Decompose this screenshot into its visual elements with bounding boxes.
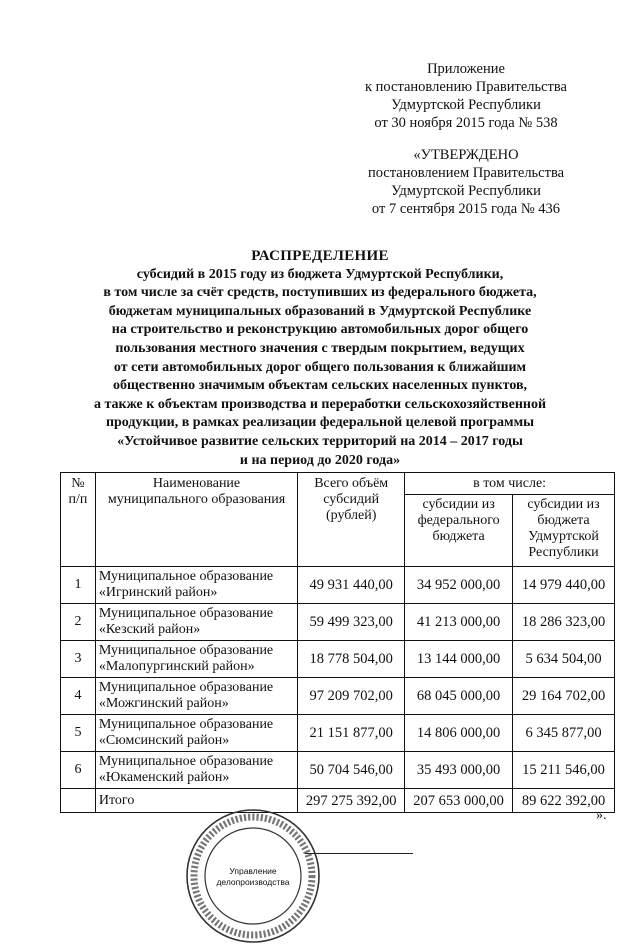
row-num: 4 bbox=[61, 678, 96, 715]
appendix-line: от 30 ноября 2015 года № 538 bbox=[374, 115, 558, 131]
row-federal: 35 493 000,00 bbox=[405, 752, 513, 789]
row-republic: 18 286 323,00 bbox=[513, 604, 615, 641]
title-line: пользования местного значения с твердым покрытием, ведущих bbox=[115, 340, 525, 356]
header-federal: субсидии из федерального бюджета bbox=[405, 495, 513, 567]
stamp-line-2: делопроизводства bbox=[216, 877, 290, 887]
title-line: от сети автомобильных дорог общего пользования к ближайшим bbox=[113, 359, 527, 375]
row-republic: 6 345 877,00 bbox=[513, 715, 615, 752]
row-total: 59 499 323,00 bbox=[298, 604, 405, 641]
row-name-district: «Малопургинский район» bbox=[98, 659, 255, 674]
appendix-line: Удмуртской Республики bbox=[391, 97, 541, 113]
row-federal: 41 213 000,00 bbox=[405, 604, 513, 641]
title-line: в том числе за счёт средств, поступивших из федерального бюджета, bbox=[103, 285, 537, 301]
total-federal: 207 653 000,00 bbox=[405, 789, 513, 813]
row-name-type: Муниципальное образование bbox=[98, 680, 274, 695]
subsidy-table bbox=[60, 472, 615, 813]
row-federal: 34 952 000,00 bbox=[405, 567, 513, 604]
row-total: 18 778 504,00 bbox=[298, 641, 405, 678]
row-total: 49 931 440,00 bbox=[298, 567, 405, 604]
title-line: «Устойчивое развитие сельских территорий на 2014 – 2017 годы bbox=[117, 433, 523, 449]
row-federal: 13 144 000,00 bbox=[405, 641, 513, 678]
row-name-district: «Юкаменский район» bbox=[98, 770, 230, 785]
row-federal: 14 806 000,00 bbox=[405, 715, 513, 752]
table-row bbox=[61, 715, 615, 752]
header-total: Всего объём субсидий (рублей) bbox=[298, 473, 405, 567]
closing-quote: ». bbox=[596, 808, 607, 823]
row-name bbox=[95, 715, 297, 752]
row-name bbox=[95, 567, 297, 604]
table-row bbox=[61, 752, 615, 789]
row-republic: 14 979 440,00 bbox=[513, 567, 615, 604]
row-federal: 68 045 000,00 bbox=[405, 678, 513, 715]
row-total: 97 209 702,00 bbox=[298, 678, 405, 715]
approved-line: постановлением Правительства bbox=[367, 165, 565, 181]
row-num: 3 bbox=[61, 641, 96, 678]
total-total: 297 275 392,00 bbox=[298, 789, 405, 813]
document-title bbox=[55, 247, 585, 470]
row-name-type: Муниципальное образование bbox=[98, 606, 274, 621]
header-including: в том числе: bbox=[405, 473, 615, 495]
appendix-line: Приложение bbox=[427, 61, 505, 77]
appendix-line: к постановлению Правительства bbox=[365, 79, 567, 95]
row-name-district: «Игринский район» bbox=[98, 585, 218, 600]
title-line: а также к объектам производства и переработки сельскохозяйственной bbox=[93, 396, 547, 412]
row-total: 50 704 546,00 bbox=[298, 752, 405, 789]
title-line: субсидий в 2015 году из бюджета Удмуртской Республики, bbox=[136, 266, 504, 282]
header-republic: субсидии из бюджета Удмуртской Республики bbox=[513, 495, 615, 567]
row-name-district: «Кезский район» bbox=[98, 622, 201, 637]
approved-line: «УТВЕРЖДЕНО bbox=[413, 147, 519, 163]
row-name-type: Муниципальное образование bbox=[98, 643, 274, 658]
title-line: и на период до 2020 года» bbox=[239, 452, 401, 468]
row-num: 6 bbox=[61, 752, 96, 789]
signature-line bbox=[305, 853, 413, 854]
header-num: № п/п bbox=[61, 473, 96, 567]
title-line: продукции, в рамках реализации федеральной целевой программы bbox=[105, 415, 535, 431]
row-name-type: Муниципальное образование bbox=[98, 754, 274, 769]
row-republic: 29 164 702,00 bbox=[513, 678, 615, 715]
row-num: 2 bbox=[61, 604, 96, 641]
total-label: Итого bbox=[95, 789, 297, 813]
approved-block bbox=[336, 146, 596, 218]
row-republic: 5 634 504,00 bbox=[513, 641, 615, 678]
row-republic: 15 211 546,00 bbox=[513, 752, 615, 789]
row-name bbox=[95, 641, 297, 678]
table-row bbox=[61, 604, 615, 641]
title-line: бюджетам муниципальных образований в Удмуртской Республике bbox=[108, 303, 532, 319]
total-row bbox=[61, 789, 615, 813]
row-name bbox=[95, 604, 297, 641]
row-name bbox=[95, 752, 297, 789]
total-republic: 89 622 392,00 bbox=[513, 789, 615, 813]
row-name-type: Муниципальное образование bbox=[98, 569, 274, 584]
row-name-district: «Можгинский район» bbox=[98, 696, 229, 711]
approved-line: Удмуртской Республики bbox=[391, 183, 541, 199]
header-name: Наименование муниципального образования bbox=[95, 473, 297, 567]
title-main: РАСПРЕДЕЛЕНИЕ bbox=[251, 248, 389, 264]
table-row bbox=[61, 641, 615, 678]
row-total: 21 151 877,00 bbox=[298, 715, 405, 752]
office-stamp-icon bbox=[183, 806, 323, 946]
stamp-line-1: Управление bbox=[229, 866, 277, 876]
row-name-type: Муниципальное образование bbox=[98, 717, 274, 732]
row-name-district: «Сюмсинский район» bbox=[98, 733, 230, 748]
appendix-block bbox=[336, 60, 596, 132]
title-line: на строительство и реконструкцию автомобильных дорог общего bbox=[111, 322, 529, 338]
row-name bbox=[95, 678, 297, 715]
row-num: 1 bbox=[61, 567, 96, 604]
row-num: 5 bbox=[61, 715, 96, 752]
total-num-cell bbox=[61, 789, 96, 813]
table-row bbox=[61, 678, 615, 715]
approved-line: от 7 сентября 2015 года № 436 bbox=[371, 201, 561, 217]
table-row bbox=[61, 567, 615, 604]
title-line: общественно значимым объектам сельских населенных пунктов, bbox=[112, 378, 528, 394]
